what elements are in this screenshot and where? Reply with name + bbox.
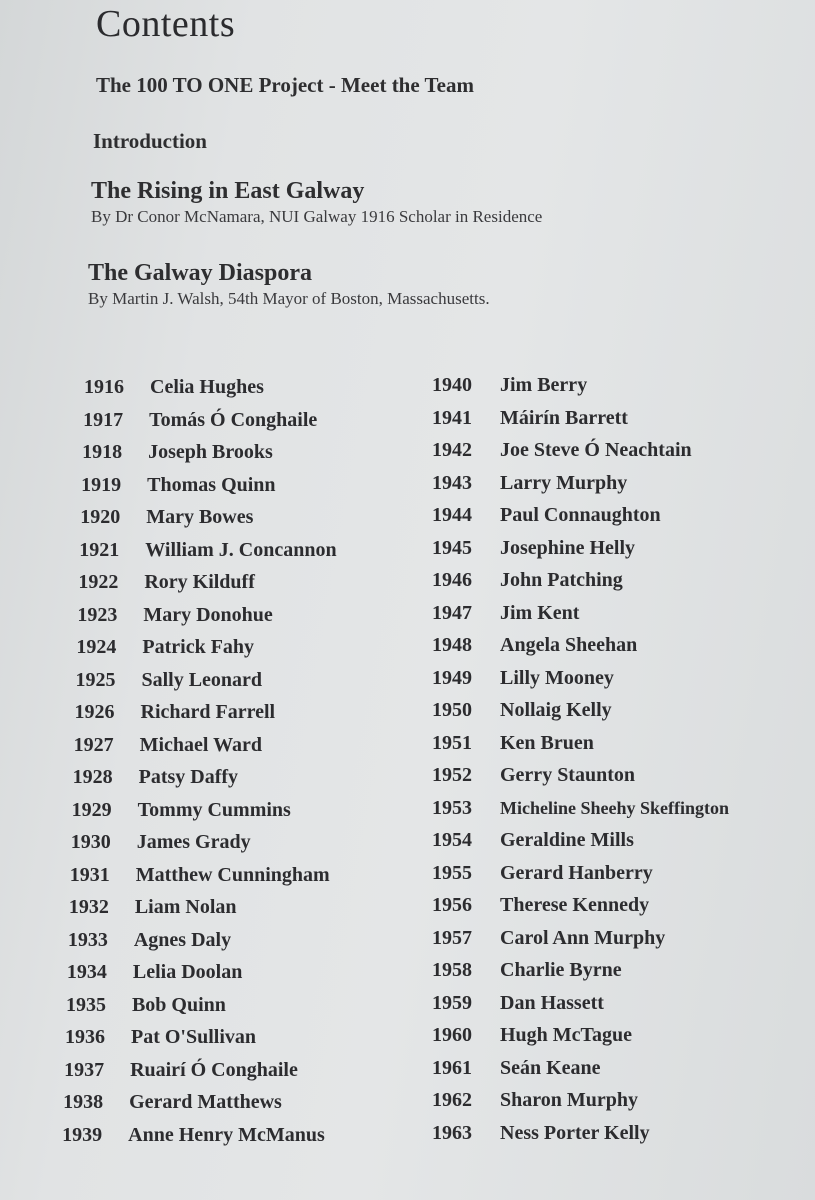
section-title: The 100 TO ONE Project - Meet the Team [96,73,474,97]
entry-year: 1953 [432,796,472,819]
entry-name: Nollaig Kelly [500,699,612,721]
contents-entry[interactable] [79,539,342,572]
contents-entry[interactable] [73,766,336,799]
entry-year: 1920 [80,506,121,528]
entry-name: James Grady [136,831,251,853]
entry-year: 1936 [65,1026,105,1048]
contents-entry[interactable] [432,439,729,472]
entry-year: 1950 [432,699,472,721]
contents-entry[interactable] [65,1026,328,1059]
contents-entry[interactable] [78,571,341,604]
entry-year: 1942 [432,439,472,461]
entry-name: Angela Sheehan [500,634,638,656]
contents-list-right [432,374,729,1154]
entry-name: Patsy Daffy [138,766,239,788]
entry-name: Jim Kent [500,601,580,624]
section-introduction[interactable] [93,128,207,154]
entry-name: Michael Ward [139,733,262,756]
entry-name: Anne Henry McManus [128,1123,325,1146]
entry-year: 1930 [70,831,111,853]
entry-year: 1938 [63,1091,104,1113]
entry-name: Patrick Fahy [142,636,255,658]
contents-entry[interactable] [432,1122,729,1155]
entry-year: 1918 [82,441,123,463]
entry-year: 1934 [66,961,107,983]
entry-name: Ness Porter Kelly [500,1121,650,1144]
section-byline: By Dr Conor McNamara, NUI Galway 1916 Scholar in Residence [91,207,543,226]
contents-entry[interactable] [68,929,331,962]
entry-name: Joseph Brooks [148,441,273,463]
contents-entry[interactable] [432,732,729,765]
entry-name: Ruairí Ó Conghaile [130,1058,298,1081]
entry-name: Tomás Ó Conghaile [149,408,318,431]
contents-entry[interactable] [84,376,347,409]
contents-entry[interactable] [67,961,330,994]
entry-year: 1944 [432,504,472,526]
entry-year: 1933 [67,928,108,951]
entry-name: Josephine Helly [500,536,636,559]
contents-entry[interactable] [432,1089,729,1122]
entry-name: Mary Bowes [146,506,254,528]
entry-year: 1945 [432,536,472,559]
entry-name: Richard Farrell [140,701,276,723]
entry-name: Sally Leonard [141,668,263,691]
entry-year: 1947 [432,601,472,624]
entry-year: 1941 [432,406,472,429]
contents-entry[interactable] [432,959,729,992]
entry-name: John Patching [500,569,623,591]
contents-entry[interactable] [82,441,345,474]
contents-entry[interactable] [432,992,729,1025]
contents-entry[interactable] [75,701,338,734]
entry-name: Gerard Matthews [129,1091,282,1113]
entry-year: 1923 [77,603,118,626]
entry-year: 1932 [68,896,109,918]
entry-year: 1954 [432,829,472,851]
entry-year: 1919 [81,473,122,496]
entry-year: 1958 [432,959,472,981]
contents-entry[interactable] [432,504,729,537]
contents-entry[interactable] [72,799,335,832]
contents-entry[interactable] [70,864,333,897]
entry-year: 1956 [432,894,472,916]
entry-year: 1916 [84,376,124,398]
section-title: The Rising in East Galway [91,178,365,204]
entry-year: 1924 [76,636,117,658]
contents-entry[interactable] [63,1091,326,1124]
contents-entry[interactable] [432,894,729,927]
contents-entry[interactable] [432,829,729,862]
contents-entry[interactable] [432,569,729,602]
contents-entry[interactable] [432,862,729,895]
entry-name: Paul Connaughton [500,504,661,526]
entry-year: 1921 [79,538,120,561]
entry-name: Rory Kilduff [144,571,255,593]
entry-name: Sharon Murphy [500,1089,639,1111]
entry-name: Lilly Mooney [500,666,614,689]
contents-entry[interactable] [432,699,729,732]
entry-name: Máirín Barrett [500,406,628,429]
entry-year: 1926 [74,701,115,723]
entry-name: Jim Berry [500,374,588,396]
contents-entry[interactable] [80,506,343,539]
entry-year: 1927 [73,733,114,756]
entry-name: Gerard Hanberry [500,861,653,884]
entry-name: Thomas Quinn [147,473,276,496]
contents-entry[interactable] [432,1024,729,1057]
entry-year: 1925 [75,668,116,691]
entry-year: 1946 [432,569,472,591]
contents-entry[interactable] [432,472,729,505]
entry-name: Therese Kennedy [500,894,650,916]
entry-year: 1940 [432,374,472,396]
contents-entry[interactable] [432,634,729,667]
section-byline: By Martin J. Walsh, 54th Mayor of Boston, Massachusetts. [88,289,490,308]
contents-entry[interactable] [432,537,729,570]
entry-year: 1962 [432,1089,472,1111]
entry-year: 1959 [432,991,472,1014]
entry-year: 1951 [432,731,472,754]
entry-name: Geraldine Mills [500,829,634,851]
contents-entry[interactable] [75,669,338,702]
entry-name: Seán Keane [500,1056,601,1079]
entry-year: 1960 [432,1024,472,1046]
contents-entry[interactable] [432,764,729,797]
contents-entry[interactable] [432,602,729,635]
entry-name: Tommy Cummins [137,798,291,821]
section-meet-the-team[interactable] [96,72,474,98]
entry-name: Ken Bruen [500,731,594,754]
entry-name: Liam Nolan [134,896,237,918]
entry-year: 1955 [432,861,472,884]
contents-entry[interactable] [432,797,729,830]
entry-name: Carol Ann Murphy [500,926,666,949]
entry-year: 1949 [432,666,472,689]
contents-entry[interactable] [432,374,729,407]
entry-name: Hugh McTague [500,1024,633,1046]
contents-entry[interactable] [77,604,340,637]
section-rising-in-east-galway[interactable] [91,178,542,228]
contents-entry[interactable] [74,734,337,767]
entry-year: 1961 [432,1056,472,1079]
entry-name: Pat O'Sullivan [131,1026,257,1048]
entry-name: Gerry Staunton [500,764,635,786]
entry-year: 1939 [62,1123,103,1146]
entry-year: 1943 [432,471,472,494]
section-galway-diaspora[interactable] [88,260,490,310]
contents-entry[interactable] [76,636,339,669]
entry-name: Matthew Cunningham [135,863,330,886]
contents-entry[interactable] [62,1124,325,1157]
contents-entry[interactable] [83,409,346,442]
entry-name: Micheline Sheehy Skeffington [500,797,730,818]
section-title: Introduction [93,129,207,153]
entry-name: Mary Donohue [143,603,273,626]
contents-entry[interactable] [66,994,329,1027]
section-title: The Galway Diaspora [88,260,313,286]
contents-entry[interactable] [432,407,729,440]
entry-name: William J. Concannon [145,538,337,561]
entry-name: Dan Hassett [500,991,604,1014]
entry-year: 1928 [72,766,113,788]
entry-name: Bob Quinn [131,993,226,1016]
contents-entry[interactable] [81,474,344,507]
entry-name: Celia Hughes [150,376,264,398]
entry-year: 1957 [432,926,472,949]
entry-year: 1922 [78,571,119,593]
entry-year: 1931 [69,863,110,886]
entry-year: 1935 [65,993,106,1016]
entry-year: 1963 [432,1121,472,1144]
entry-name: Agnes Daly [133,928,232,951]
contents-entry[interactable] [71,831,334,864]
contents-entry[interactable] [432,667,729,700]
contents-entry[interactable] [432,1057,729,1090]
contents-entry[interactable] [432,927,729,960]
entry-year: 1929 [71,798,112,821]
entry-year: 1917 [83,408,124,431]
entry-year: 1937 [64,1058,105,1081]
entry-name: Joe Steve Ó Neachtain [500,439,692,461]
entry-year: 1952 [432,764,472,786]
entry-name: Larry Murphy [500,471,628,494]
entry-name: Lelia Doolan [132,961,243,983]
entry-name: Charlie Byrne [500,959,622,981]
contents-entry[interactable] [64,1059,327,1092]
page-title: Contents [96,3,236,45]
contents-entry[interactable] [69,896,332,929]
contents-list-left [62,376,347,1156]
entry-year: 1948 [432,634,472,656]
